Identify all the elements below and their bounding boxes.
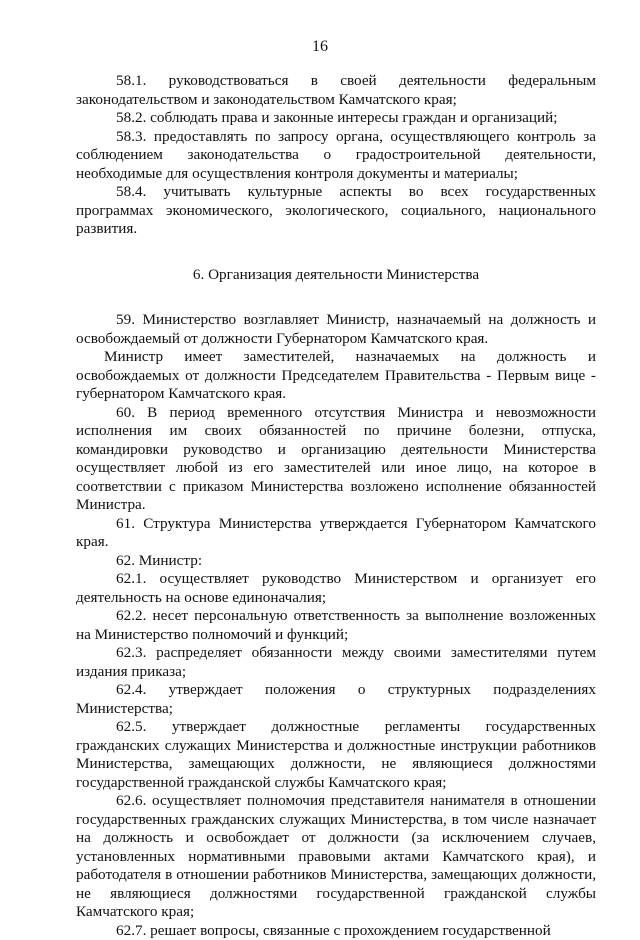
paragraph-61: 61. Структура Министерства утверждается Губернатором Камчатского края. [76, 515, 596, 552]
paragraph-62-5: 62.5. утверждает должностные регламенты государственных гражданских служащих Министерства и должностные инструкции работников Министерства, замещающих должности, не являющиеся должностями государственной гражданской службы Камчатского края; [76, 718, 596, 792]
paragraph-62-2: 62.2. несет персональную ответственность за выполнение возложенных на Министерство полномочий и функций; [76, 607, 596, 644]
paragraph-58-1: 58.1. руководствоваться в своей деятельности федеральным законодательством и законодательством Камчатского края; [76, 72, 596, 109]
paragraph-58-3: 58.3. предоставлять по запросу органа, осуществляющего контроль за соблюдением законодательства о градостроительной деятельности, необходимые для осуществления контроля документы и материалы; [76, 128, 596, 184]
section-heading: 6. Организация деятельности Министерства [76, 266, 596, 285]
document-body [76, 72, 596, 940]
paragraph-62-7: 62.7. решает вопросы, связанные с прохождением государственной [76, 922, 596, 940]
paragraph-59-deputies: Министр имеет заместителей, назначаемых на должность и освобождаемых от должности Председателем Правительства - Первым вице - губернатором Камчатского края. [76, 348, 596, 404]
paragraph-60: 60. В период временного отсутствия Министра и невозможности исполнения им своих обязанностей по причине болезни, отпуска, командировки руководство и организацию деятельности Министерства осуществляет любой из его заместителей или иное лицо, на которое в соответствии с приказом Министерства возложено исполнение обязанностей Министра. [76, 404, 596, 515]
page-number: 16 [0, 38, 640, 56]
paragraph-59: 59. Министерство возглавляет Министр, назначаемый на должность и освобождаемый от должности Губернатором Камчатского края. [76, 311, 596, 348]
paragraph-62: 62. Министр: [76, 552, 596, 571]
paragraph-58-2: 58.2. соблюдать права и законные интересы граждан и организаций; [76, 109, 596, 128]
paragraph-62-4: 62.4. утверждает положения о структурных подразделениях Министерства; [76, 681, 596, 718]
paragraph-62-1: 62.1. осуществляет руководство Министерством и организует его деятельность на основе единоначалия; [76, 570, 596, 607]
paragraph-58-4: 58.4. учитывать культурные аспекты во всех государственных программах экономического, экологического, социального, национального развития. [76, 183, 596, 239]
paragraph-62-3: 62.3. распределяет обязанности между своими заместителями путем издания приказа; [76, 644, 596, 681]
paragraph-62-6: 62.6. осуществляет полномочия представителя нанимателя в отношении государственных гражданских служащих Министерства, в том числе назначает на должность и освобождает от должности (за исключением случаев, установленных нормативными правовыми актами Камчатского края), и работодателя в отношении работников Министерства, замещающих должности, не являющиеся должностями государственной гражданской службы Камчатского края; [76, 792, 596, 922]
